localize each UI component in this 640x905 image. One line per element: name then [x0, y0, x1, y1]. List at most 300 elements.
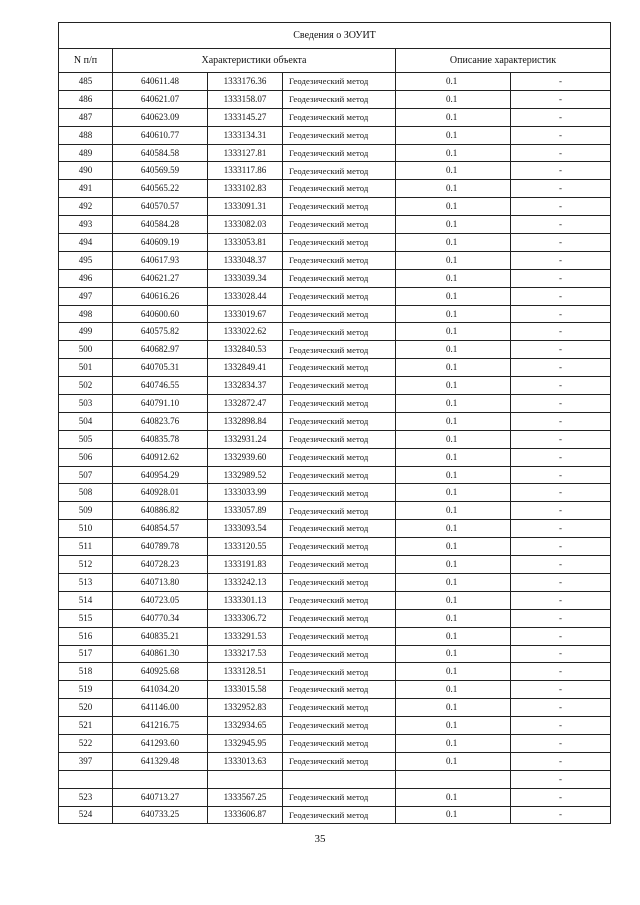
cell-number: 516: [59, 627, 113, 645]
cell-description: -: [511, 251, 611, 269]
table-row: [59, 645, 611, 663]
cell-method: Геодезический метод: [283, 216, 396, 234]
cell-description: -: [511, 466, 611, 484]
cell-y-coordinate: 1333301.13: [208, 591, 283, 609]
cell-description: -: [511, 430, 611, 448]
cell-description: -: [511, 216, 611, 234]
table-row: [59, 484, 611, 502]
cell-accuracy: 0.1: [396, 520, 511, 538]
cell-y-coordinate: 1332952.83: [208, 699, 283, 717]
table-row: [59, 216, 611, 234]
cell-description: -: [511, 287, 611, 305]
cell-y-coordinate: 1333567.25: [208, 788, 283, 806]
cell-accuracy: 0.1: [396, 305, 511, 323]
cell-y-coordinate: 1333028.44: [208, 287, 283, 305]
cell-x-coordinate: 640584.58: [113, 144, 208, 162]
cell-method: Геодезический метод: [283, 323, 396, 341]
cell-number: 491: [59, 180, 113, 198]
cell-accuracy: 0.1: [396, 663, 511, 681]
table-row: [59, 502, 611, 520]
cell-accuracy: 0.1: [396, 269, 511, 287]
cell-accuracy: 0.1: [396, 359, 511, 377]
cell-x-coordinate: 640861.30: [113, 645, 208, 663]
cell-description: -: [511, 699, 611, 717]
cell-method: [283, 770, 396, 788]
cell-x-coordinate: 640575.82: [113, 323, 208, 341]
cell-description: -: [511, 377, 611, 395]
table-row: [59, 556, 611, 574]
cell-number: 502: [59, 377, 113, 395]
cell-description: -: [511, 788, 611, 806]
cell-method: Геодезический метод: [283, 627, 396, 645]
cell-number: 506: [59, 448, 113, 466]
cell-y-coordinate: 1333117.86: [208, 162, 283, 180]
cell-description: -: [511, 806, 611, 824]
cell-x-coordinate: 640912.62: [113, 448, 208, 466]
cell-x-coordinate: 640616.26: [113, 287, 208, 305]
cell-method: Геодезический метод: [283, 502, 396, 520]
cell-number: 524: [59, 806, 113, 824]
table-row: [59, 627, 611, 645]
cell-number: 515: [59, 609, 113, 627]
cell-method: Геодезический метод: [283, 699, 396, 717]
cell-accuracy: 0.1: [396, 502, 511, 520]
cell-x-coordinate: 640791.10: [113, 395, 208, 413]
header-num: N п/п: [59, 49, 113, 73]
cell-description: -: [511, 234, 611, 252]
cell-number: 513: [59, 573, 113, 591]
cell-accuracy: 0.1: [396, 216, 511, 234]
cell-x-coordinate: 640713.80: [113, 573, 208, 591]
cell-method: Геодезический метод: [283, 573, 396, 591]
cell-x-coordinate: 640928.01: [113, 484, 208, 502]
header-object: Характеристики объекта: [113, 49, 396, 73]
cell-accuracy: 0.1: [396, 412, 511, 430]
cell-accuracy: 0.1: [396, 645, 511, 663]
cell-y-coordinate: 1333145.27: [208, 108, 283, 126]
cell-number: 397: [59, 752, 113, 770]
cell-method: Геодезический метод: [283, 144, 396, 162]
cell-y-coordinate: 1332840.53: [208, 341, 283, 359]
cell-accuracy: 0.1: [396, 377, 511, 395]
table-row: [59, 788, 611, 806]
cell-method: Геодезический метод: [283, 591, 396, 609]
table-row: [59, 144, 611, 162]
cell-accuracy: 0.1: [396, 591, 511, 609]
cell-x-coordinate: 640886.82: [113, 502, 208, 520]
cell-method: Геодезический метод: [283, 538, 396, 556]
cell-description: -: [511, 556, 611, 574]
cell-method: Геодезический метод: [283, 73, 396, 91]
cell-method: Геодезический метод: [283, 412, 396, 430]
cell-number: 518: [59, 663, 113, 681]
cell-y-coordinate: 1333015.58: [208, 681, 283, 699]
cell-y-coordinate: 1333022.62: [208, 323, 283, 341]
cell-x-coordinate: 640611.48: [113, 73, 208, 91]
cell-number: 499: [59, 323, 113, 341]
cell-number: 503: [59, 395, 113, 413]
cell-description: -: [511, 359, 611, 377]
cell-accuracy: 0.1: [396, 162, 511, 180]
cell-x-coordinate: 640617.93: [113, 251, 208, 269]
cell-description: -: [511, 502, 611, 520]
cell-y-coordinate: 1332872.47: [208, 395, 283, 413]
cell-x-coordinate: 641034.20: [113, 681, 208, 699]
cell-x-coordinate: 640609.19: [113, 234, 208, 252]
cell-number: 497: [59, 287, 113, 305]
cell-y-coordinate: 1333013.63: [208, 752, 283, 770]
cell-y-coordinate: 1333176.36: [208, 73, 283, 91]
cell-x-coordinate: 640835.21: [113, 627, 208, 645]
cell-accuracy: 0.1: [396, 466, 511, 484]
cell-number: [59, 770, 113, 788]
cell-method: Геодезический метод: [283, 788, 396, 806]
cell-x-coordinate: 640728.23: [113, 556, 208, 574]
cell-x-coordinate: 640823.76: [113, 412, 208, 430]
table-row: [59, 770, 611, 788]
cell-accuracy: 0.1: [396, 234, 511, 252]
cell-x-coordinate: 640835.78: [113, 430, 208, 448]
cell-number: 520: [59, 699, 113, 717]
cell-method: Геодезический метод: [283, 90, 396, 108]
cell-method: Геодезический метод: [283, 359, 396, 377]
table-row: [59, 538, 611, 556]
cell-description: -: [511, 627, 611, 645]
table-row: [59, 269, 611, 287]
table-row: [59, 359, 611, 377]
cell-x-coordinate: 640770.34: [113, 609, 208, 627]
table-row: [59, 430, 611, 448]
table-title-row: [59, 23, 611, 49]
cell-number: 519: [59, 681, 113, 699]
cell-method: Геодезический метод: [283, 287, 396, 305]
cell-y-coordinate: 1332945.95: [208, 734, 283, 752]
cell-x-coordinate: 640621.27: [113, 269, 208, 287]
cell-method: Геодезический метод: [283, 663, 396, 681]
cell-method: Геодезический метод: [283, 269, 396, 287]
cell-number: 492: [59, 198, 113, 216]
cell-description: -: [511, 180, 611, 198]
cell-y-coordinate: 1333291.53: [208, 627, 283, 645]
cell-description: -: [511, 126, 611, 144]
cell-x-coordinate: 640854.57: [113, 520, 208, 538]
cell-y-coordinate: 1333127.81: [208, 144, 283, 162]
cell-accuracy: 0.1: [396, 538, 511, 556]
cell-x-coordinate: 640621.07: [113, 90, 208, 108]
cell-number: 493: [59, 216, 113, 234]
cell-x-coordinate: 640623.09: [113, 108, 208, 126]
cell-accuracy: 0.1: [396, 395, 511, 413]
cell-description: -: [511, 538, 611, 556]
table-row: [59, 448, 611, 466]
cell-y-coordinate: 1333120.55: [208, 538, 283, 556]
cell-description: -: [511, 520, 611, 538]
cell-description: -: [511, 73, 611, 91]
table-row: [59, 108, 611, 126]
table-row: [59, 806, 611, 824]
cell-accuracy: 0.1: [396, 609, 511, 627]
cell-number: 496: [59, 269, 113, 287]
cell-x-coordinate: 640584.28: [113, 216, 208, 234]
cell-accuracy: 0.1: [396, 126, 511, 144]
cell-y-coordinate: 1333057.89: [208, 502, 283, 520]
cell-accuracy: 0.1: [396, 90, 511, 108]
cell-number: 500: [59, 341, 113, 359]
cell-y-coordinate: 1333242.13: [208, 573, 283, 591]
cell-method: Геодезический метод: [283, 752, 396, 770]
cell-y-coordinate: 1333048.37: [208, 251, 283, 269]
cell-number: 522: [59, 734, 113, 752]
table-row: [59, 180, 611, 198]
cell-y-coordinate: 1333306.72: [208, 609, 283, 627]
table-row: [59, 466, 611, 484]
cell-number: 490: [59, 162, 113, 180]
cell-y-coordinate: 1332934.65: [208, 717, 283, 735]
cell-accuracy: [396, 770, 511, 788]
cell-number: 498: [59, 305, 113, 323]
cell-method: Геодезический метод: [283, 734, 396, 752]
cell-y-coordinate: 1333019.67: [208, 305, 283, 323]
cell-description: -: [511, 663, 611, 681]
cell-y-coordinate: 1333082.03: [208, 216, 283, 234]
cell-number: 523: [59, 788, 113, 806]
cell-accuracy: 0.1: [396, 556, 511, 574]
cell-accuracy: 0.1: [396, 699, 511, 717]
cell-accuracy: 0.1: [396, 287, 511, 305]
cell-y-coordinate: 1333606.87: [208, 806, 283, 824]
cell-x-coordinate: 640569.59: [113, 162, 208, 180]
cell-method: Геодезический метод: [283, 395, 396, 413]
cell-y-coordinate: [208, 770, 283, 788]
cell-x-coordinate: 640600.60: [113, 305, 208, 323]
table-row: [59, 341, 611, 359]
cell-number: 495: [59, 251, 113, 269]
cell-description: -: [511, 609, 611, 627]
cell-accuracy: 0.1: [396, 323, 511, 341]
cell-method: Геодезический метод: [283, 448, 396, 466]
cell-method: Геодезический метод: [283, 377, 396, 395]
cell-method: Геодезический метод: [283, 466, 396, 484]
cell-y-coordinate: 1332898.84: [208, 412, 283, 430]
cell-y-coordinate: 1332989.52: [208, 466, 283, 484]
cell-accuracy: 0.1: [396, 144, 511, 162]
cell-description: -: [511, 162, 611, 180]
table-row: [59, 663, 611, 681]
cell-x-coordinate: 640733.25: [113, 806, 208, 824]
cell-x-coordinate: 640925.68: [113, 663, 208, 681]
cell-description: -: [511, 645, 611, 663]
cell-method: Геодезический метод: [283, 234, 396, 252]
cell-method: Геодезический метод: [283, 180, 396, 198]
cell-method: Геодезический метод: [283, 198, 396, 216]
cell-y-coordinate: 1333093.54: [208, 520, 283, 538]
cell-x-coordinate: 640713.27: [113, 788, 208, 806]
table-row: [59, 699, 611, 717]
cell-accuracy: 0.1: [396, 251, 511, 269]
table-row: [59, 717, 611, 735]
cell-description: -: [511, 770, 611, 788]
cell-y-coordinate: 1333053.81: [208, 234, 283, 252]
cell-description: -: [511, 90, 611, 108]
cell-number: 509: [59, 502, 113, 520]
cell-x-coordinate: 640746.55: [113, 377, 208, 395]
cell-y-coordinate: 1333091.31: [208, 198, 283, 216]
cell-x-coordinate: 640570.57: [113, 198, 208, 216]
table-row: [59, 251, 611, 269]
cell-number: 488: [59, 126, 113, 144]
table-row: [59, 520, 611, 538]
cell-number: 510: [59, 520, 113, 538]
cell-number: 504: [59, 412, 113, 430]
cell-y-coordinate: 1333128.51: [208, 663, 283, 681]
cell-x-coordinate: [113, 770, 208, 788]
header-description: Описание характеристик: [396, 49, 611, 73]
cell-x-coordinate: 640723.05: [113, 591, 208, 609]
cell-x-coordinate: 641293.60: [113, 734, 208, 752]
cell-accuracy: 0.1: [396, 752, 511, 770]
cell-number: 485: [59, 73, 113, 91]
cell-description: -: [511, 448, 611, 466]
cell-number: 489: [59, 144, 113, 162]
cell-accuracy: 0.1: [396, 180, 511, 198]
cell-description: -: [511, 591, 611, 609]
table-row: [59, 162, 611, 180]
cell-description: -: [511, 734, 611, 752]
table-row: [59, 90, 611, 108]
cell-description: -: [511, 323, 611, 341]
cell-method: Геодезический метод: [283, 645, 396, 663]
table-row: [59, 412, 611, 430]
cell-description: -: [511, 681, 611, 699]
cell-number: 487: [59, 108, 113, 126]
table-row: [59, 609, 611, 627]
cell-x-coordinate: 640954.29: [113, 466, 208, 484]
cell-y-coordinate: 1333134.31: [208, 126, 283, 144]
cell-accuracy: 0.1: [396, 448, 511, 466]
table-header-row: [59, 49, 611, 73]
cell-method: Геодезический метод: [283, 251, 396, 269]
table-title: Сведения о ЗОУИТ: [59, 23, 611, 49]
table-row: [59, 573, 611, 591]
table-row: [59, 591, 611, 609]
cell-y-coordinate: 1332939.60: [208, 448, 283, 466]
cell-accuracy: 0.1: [396, 573, 511, 591]
cell-accuracy: 0.1: [396, 341, 511, 359]
cell-y-coordinate: 1333217.53: [208, 645, 283, 663]
table-row: [59, 377, 611, 395]
cell-x-coordinate: 641216.75: [113, 717, 208, 735]
cell-accuracy: 0.1: [396, 806, 511, 824]
cell-method: Геодезический метод: [283, 341, 396, 359]
cell-description: -: [511, 395, 611, 413]
cell-method: Геодезический метод: [283, 430, 396, 448]
cell-number: 517: [59, 645, 113, 663]
cell-accuracy: 0.1: [396, 484, 511, 502]
cell-number: 501: [59, 359, 113, 377]
cell-method: Геодезический метод: [283, 108, 396, 126]
cell-accuracy: 0.1: [396, 108, 511, 126]
cell-x-coordinate: 640705.31: [113, 359, 208, 377]
table-row: [59, 395, 611, 413]
cell-accuracy: 0.1: [396, 430, 511, 448]
cell-y-coordinate: 1333191.83: [208, 556, 283, 574]
cell-y-coordinate: 1333102.83: [208, 180, 283, 198]
cell-method: Геодезический метод: [283, 556, 396, 574]
cell-y-coordinate: 1332834.37: [208, 377, 283, 395]
cell-description: -: [511, 305, 611, 323]
cell-number: 511: [59, 538, 113, 556]
cell-number: 512: [59, 556, 113, 574]
cell-x-coordinate: 640682.97: [113, 341, 208, 359]
cell-accuracy: 0.1: [396, 717, 511, 735]
cell-method: Геодезический метод: [283, 609, 396, 627]
cell-number: 508: [59, 484, 113, 502]
zouit-table: [58, 22, 611, 824]
cell-description: -: [511, 752, 611, 770]
cell-description: -: [511, 108, 611, 126]
table-row: [59, 287, 611, 305]
cell-method: Геодезический метод: [283, 484, 396, 502]
cell-description: -: [511, 484, 611, 502]
cell-accuracy: 0.1: [396, 627, 511, 645]
cell-y-coordinate: 1332931.24: [208, 430, 283, 448]
cell-accuracy: 0.1: [396, 681, 511, 699]
table-row: [59, 126, 611, 144]
cell-description: -: [511, 269, 611, 287]
cell-x-coordinate: 640789.78: [113, 538, 208, 556]
cell-number: 514: [59, 591, 113, 609]
cell-accuracy: 0.1: [396, 73, 511, 91]
cell-description: -: [511, 412, 611, 430]
cell-number: 505: [59, 430, 113, 448]
table-row: [59, 73, 611, 91]
cell-description: -: [511, 717, 611, 735]
cell-x-coordinate: 641329.48: [113, 752, 208, 770]
cell-method: Геодезический метод: [283, 520, 396, 538]
cell-number: 494: [59, 234, 113, 252]
cell-y-coordinate: 1333039.34: [208, 269, 283, 287]
cell-method: Геодезический метод: [283, 717, 396, 735]
cell-description: -: [511, 198, 611, 216]
cell-number: 486: [59, 90, 113, 108]
table-row: [59, 305, 611, 323]
cell-method: Геодезический метод: [283, 681, 396, 699]
table-row: [59, 234, 611, 252]
table-row: [59, 752, 611, 770]
cell-number: 507: [59, 466, 113, 484]
cell-x-coordinate: 640610.77: [113, 126, 208, 144]
cell-method: Геодезический метод: [283, 126, 396, 144]
cell-x-coordinate: 640565.22: [113, 180, 208, 198]
table-row: [59, 198, 611, 216]
table-row: [59, 323, 611, 341]
cell-y-coordinate: 1333033.99: [208, 484, 283, 502]
cell-accuracy: 0.1: [396, 198, 511, 216]
cell-x-coordinate: 641146.00: [113, 699, 208, 717]
cell-method: Геодезический метод: [283, 162, 396, 180]
table-row: [59, 681, 611, 699]
cell-method: Геодезический метод: [283, 806, 396, 824]
cell-accuracy: 0.1: [396, 788, 511, 806]
cell-method: Геодезический метод: [283, 305, 396, 323]
cell-y-coordinate: 1333158.07: [208, 90, 283, 108]
cell-description: -: [511, 341, 611, 359]
page-number: 35: [314, 833, 326, 845]
cell-description: -: [511, 144, 611, 162]
cell-y-coordinate: 1332849.41: [208, 359, 283, 377]
cell-number: 521: [59, 717, 113, 735]
table-row: [59, 734, 611, 752]
